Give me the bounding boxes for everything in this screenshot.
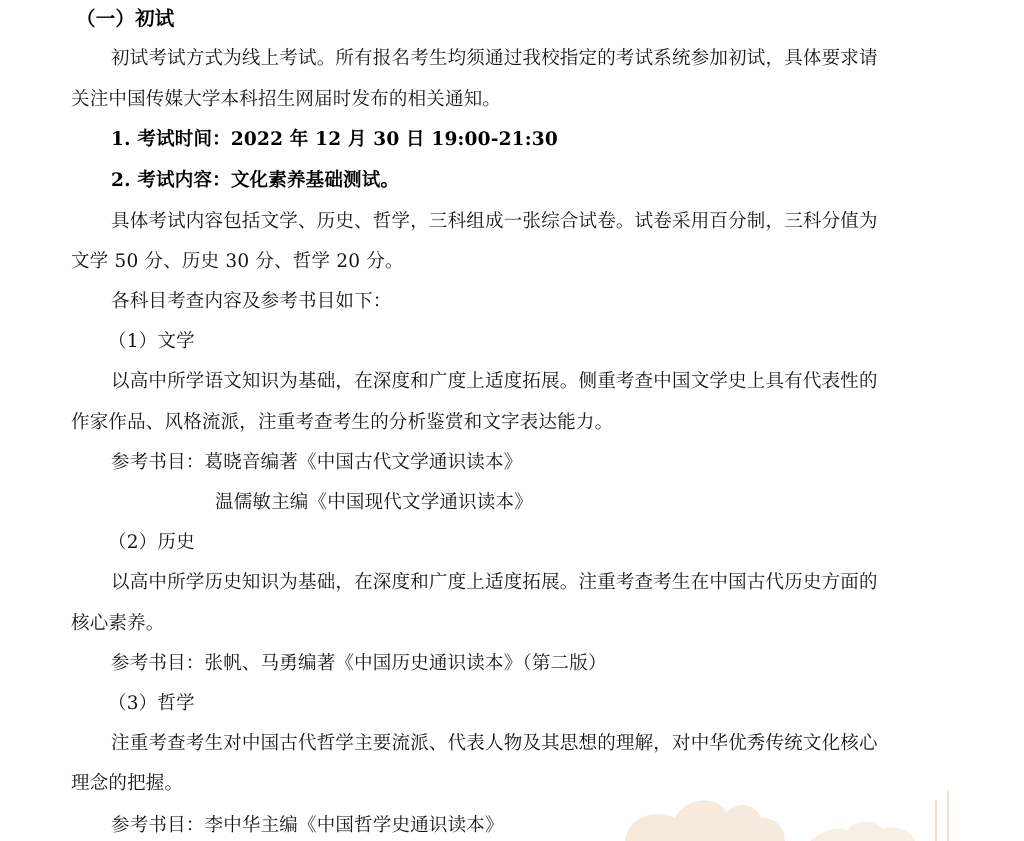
- intro-line-2: 关注中国传媒大学本科招生网届时发布的相关通知。: [71, 89, 502, 110]
- philosophy-line-2: 理念的把握。: [71, 773, 184, 794]
- intro-line-1: 初试考试方式为线上考试。所有报名考生均须通过我校指定的考试系统参加初试，具体要求请: [111, 48, 878, 69]
- content-line-2: 文学 50 分、历史 30 分、哲学 20 分。: [71, 251, 404, 272]
- section-heading: （一）初试: [76, 7, 175, 30]
- decorative-cloud-watermark: [615, 778, 1024, 841]
- philosophy-line-1: 注重考查考生对中国古代哲学主要流派、代表人物及其思想的理解，对中华优秀传统文化核心: [111, 733, 878, 754]
- content-line-1: 具体考试内容包括文学、历史、哲学，三科组成一张综合试卷。试卷采用百分制，三科分值为: [111, 211, 878, 232]
- history-line-2: 核心素养。: [71, 613, 165, 634]
- exam-content-item: 2. 考试内容：文化素养基础测试。: [111, 170, 400, 191]
- history-line-1: 以高中所学历史知识为基础，在深度和广度上适度拓展。注重考查考生在中国古代历史方面的: [111, 572, 878, 593]
- history-heading: （2）历史: [108, 532, 195, 553]
- literature-line-2: 作家作品、风格流派，注重考查考生的分析鉴赏和文字表达能力。: [71, 412, 614, 433]
- history-reference: 参考书目：张帆、马勇编著《中国历史通识读本》（第二版）: [111, 653, 607, 674]
- literature-heading: （1）文学: [108, 331, 195, 352]
- exam-time-item: 1. 考试时间：2022 年 12 月 30 日 19:00-21:30: [111, 129, 558, 150]
- subjects-intro: 各科目考查内容及参考书目如下：: [111, 291, 392, 312]
- philosophy-heading: （3）哲学: [108, 693, 195, 714]
- literature-reference-1: 参考书目：葛晓音编著《中国古代文学通识读本》: [111, 452, 523, 473]
- philosophy-reference: 参考书目：李中华主编《中国哲学史通识读本》: [111, 815, 504, 836]
- literature-reference-2: 温儒敏主编《中国现代文学通识读本》: [215, 492, 533, 513]
- literature-line-1: 以高中所学语文知识为基础，在深度和广度上适度拓展。侧重考查中国文学史上具有代表性的: [111, 371, 878, 392]
